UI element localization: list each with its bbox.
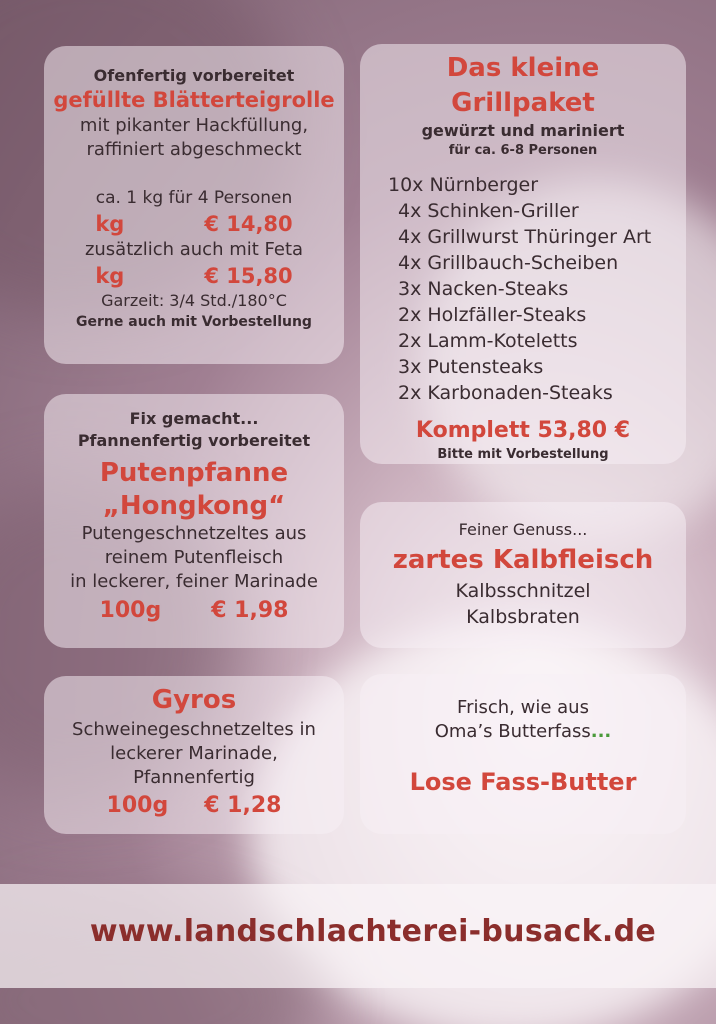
gyros-desc-2: leckerer Marinade, — [110, 743, 278, 764]
grillpaket-price: Komplett 53,80 € — [415, 418, 631, 443]
gyros-unit: 100g — [106, 793, 169, 818]
putenpfanne-desc-3: in leckerer, feiner Marinade — [70, 571, 318, 592]
blaetterteig-price-row-1 — [44, 210, 344, 238]
kalbfleisch-item-1: Kalbsschnitzel — [455, 580, 591, 602]
blaetterteig-unit-1: kg — [95, 212, 125, 236]
grillpaket-item: 4x Grillwurst Thüringer Art — [398, 226, 652, 248]
putenpfanne-desc-2: reinem Putenfleisch — [104, 547, 284, 568]
gyros-desc-1: Schweinegeschnetzeltes in — [72, 719, 316, 740]
blaetterteig-price-1: € 14,80 — [204, 212, 293, 236]
gyros-price: € 1,28 — [204, 793, 282, 818]
grillpaket-item: 10x Nürnberger — [388, 174, 539, 196]
kalbfleisch-panel — [360, 502, 686, 648]
putenpfanne-intro-2: Pfannenfertig vorbereitet — [77, 431, 311, 450]
blaetterteig-unit-2: kg — [95, 264, 125, 288]
blaetterteig-panel — [44, 46, 344, 364]
grillpaket-panel — [360, 44, 686, 464]
blaetterteig-desc-1: mit pikanter Hackfüllung, — [79, 115, 309, 136]
kalbfleisch-intro: Feiner Genuss... — [458, 520, 588, 539]
blaetterteig-intro: Ofenfertig vorbereitet — [93, 66, 295, 85]
blaetterteig-price-row-2 — [44, 262, 344, 290]
blaetterteig-size: ca. 1 kg für 4 Personen — [95, 188, 293, 208]
grillpaket-item: 4x Schinken-Griller — [398, 200, 579, 222]
butter-line-2: Oma’s Butterfass — [434, 721, 591, 742]
kalbfleisch-item-2: Kalbsbraten — [466, 606, 580, 628]
butter-title: Lose Fass-Butter — [409, 768, 637, 796]
grillpaket-item: 3x Nacken-Steaks — [398, 278, 569, 300]
grillpaket-note: Bitte mit Vorbestellung — [437, 447, 609, 462]
gyros-desc-3: Pfannenfertig — [133, 767, 255, 788]
grillpaket-sub-2: für ca. 6-8 Personen — [448, 143, 598, 158]
grillpaket-title-1: Das kleine — [446, 53, 600, 83]
putenpfanne-title-2: „Hongkong“ — [102, 491, 286, 521]
grillpaket-item: 2x Karbonaden-Steaks — [398, 382, 613, 404]
grillpaket-item: 3x Putensteaks — [398, 356, 544, 378]
website-url[interactable]: www.landschlachterei-busack.de — [89, 914, 656, 949]
putenpfanne-unit: 100g — [99, 598, 162, 623]
footer-bar — [0, 884, 716, 988]
butter-line-1: Frisch, wie aus — [457, 697, 589, 718]
grillpaket-item: 2x Holzfäller-Steaks — [398, 304, 587, 326]
blaetterteig-desc-2: raffiniert abgeschmeckt — [86, 139, 302, 160]
blaetterteig-feta: zusätzlich auch mit Feta — [84, 239, 304, 260]
blaetterteig-note: Gerne auch mit Vorbestellung — [76, 314, 312, 330]
grillpaket-item-list — [388, 172, 686, 406]
blaetterteig-title: gefüllte Blätterteigrolle — [53, 88, 335, 112]
butter-line-2-wrap — [360, 720, 686, 744]
putenpfanne-intro-1: Fix gemacht... — [129, 409, 259, 428]
grillpaket-item: 4x Grillbauch-Scheiben — [398, 252, 619, 274]
grillpaket-item: 2x Lamm-Koteletts — [398, 330, 578, 352]
butter-panel — [360, 674, 686, 834]
gyros-price-row — [44, 790, 344, 822]
kalbfleisch-title: zartes Kalbfleisch — [392, 545, 654, 575]
gyros-title: Gyros — [151, 685, 237, 715]
putenpfanne-desc-1: Putengeschnetzeltes aus — [81, 523, 307, 544]
putenpfanne-panel — [44, 394, 344, 648]
putenpfanne-price: € 1,98 — [211, 598, 289, 623]
gyros-panel — [44, 676, 344, 834]
blaetterteig-price-2: € 15,80 — [204, 264, 293, 288]
grillpaket-title-2: Grillpaket — [451, 88, 595, 118]
putenpfanne-title-1: Putenpfanne — [99, 458, 289, 488]
butter-dots: ... — [590, 721, 612, 742]
putenpfanne-price-row — [44, 594, 344, 628]
blaetterteig-garzeit: Garzeit: 3/4 Std./180°C — [101, 291, 287, 310]
grillpaket-sub-1: gewürzt und mariniert — [421, 121, 625, 140]
